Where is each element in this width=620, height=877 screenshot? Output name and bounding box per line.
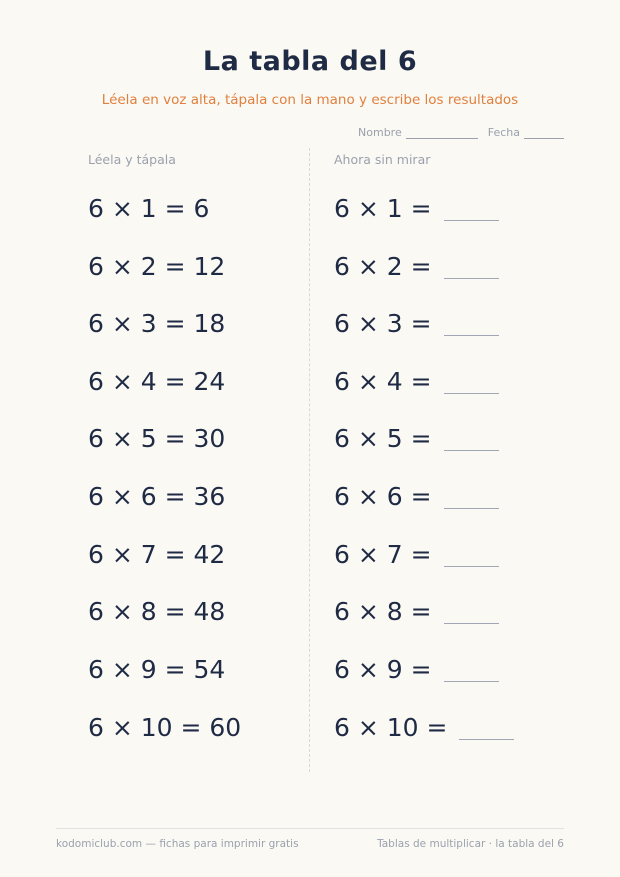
name-write-line[interactable] <box>406 128 478 139</box>
left-equation-row <box>88 713 241 742</box>
page-title: La tabla del 6 <box>202 46 418 77</box>
left-equation-row <box>88 252 225 281</box>
answer-blank[interactable] <box>444 277 499 279</box>
answer-blank[interactable] <box>444 449 499 451</box>
name-label: Nombre <box>358 126 402 139</box>
right-blank-row <box>334 252 499 281</box>
right-blank-row <box>334 713 514 742</box>
answer-blank[interactable] <box>444 565 499 567</box>
equation-text: 6 × 1 = 6 <box>88 194 210 223</box>
right-blank-row <box>334 540 499 569</box>
equation-prompt: 6 × 7 = <box>334 540 432 569</box>
answer-blank[interactable] <box>444 219 499 221</box>
left-equation-row <box>88 194 209 223</box>
equation-prompt: 6 × 1 = <box>334 194 432 223</box>
right-column-label: Ahora sin mirar <box>334 152 431 167</box>
column-divider <box>309 148 310 772</box>
footer-site-text: kodomiclub.com — fichas para imprimir gratis <box>56 838 299 850</box>
equation-prompt: 6 × 9 = <box>334 655 432 684</box>
equation-text: 6 × 6 = 36 <box>88 482 226 511</box>
answer-blank[interactable] <box>444 334 499 336</box>
equation-prompt: 6 × 5 = <box>334 424 432 453</box>
right-blank-row <box>334 194 499 223</box>
answer-blank[interactable] <box>444 622 499 624</box>
answer-blank[interactable] <box>459 738 514 740</box>
right-blank-row <box>334 309 499 338</box>
equation-text: 6 × 10 = 60 <box>88 713 242 742</box>
left-column-label: Léela y tápala <box>88 152 176 167</box>
left-equation-row <box>88 540 225 569</box>
answer-blank[interactable] <box>444 392 499 394</box>
equation-prompt: 6 × 6 = <box>334 482 432 511</box>
equation-text: 6 × 9 = 54 <box>88 655 226 684</box>
right-blank-row <box>334 597 499 626</box>
equation-text: 6 × 8 = 48 <box>88 597 226 626</box>
left-equation-row <box>88 309 225 338</box>
equation-text: 6 × 4 = 24 <box>88 367 226 396</box>
equation-text: 6 × 7 = 42 <box>88 540 226 569</box>
right-blank-row <box>334 655 499 684</box>
right-blank-row <box>334 367 499 396</box>
right-blank-row <box>334 482 499 511</box>
left-equation-row <box>88 482 225 511</box>
equation-text: 6 × 3 = 18 <box>88 309 226 338</box>
date-label: Fecha <box>487 126 520 139</box>
left-equation-row <box>88 597 225 626</box>
left-equation-row <box>88 424 225 453</box>
equation-prompt: 6 × 3 = <box>334 309 432 338</box>
name-date-fields <box>358 126 564 139</box>
equation-prompt: 6 × 4 = <box>334 367 432 396</box>
answer-blank[interactable] <box>444 507 499 509</box>
right-blank-row <box>334 424 499 453</box>
page-subtitle: Léela en voz alta, tápala con la mano y escribe los resultados <box>101 92 519 108</box>
date-write-line[interactable] <box>524 128 564 139</box>
footer-divider <box>56 828 564 829</box>
answer-blank[interactable] <box>444 680 499 682</box>
left-equation-row <box>88 367 225 396</box>
equation-prompt: 6 × 2 = <box>334 252 432 281</box>
equation-text: 6 × 2 = 12 <box>88 252 226 281</box>
left-equation-row <box>88 655 225 684</box>
equation-text: 6 × 5 = 30 <box>88 424 226 453</box>
equation-prompt: 6 × 10 = <box>334 713 448 742</box>
equation-prompt: 6 × 8 = <box>334 597 432 626</box>
footer-topic-text: Tablas de multiplicar · la tabla del 6 <box>377 838 564 850</box>
